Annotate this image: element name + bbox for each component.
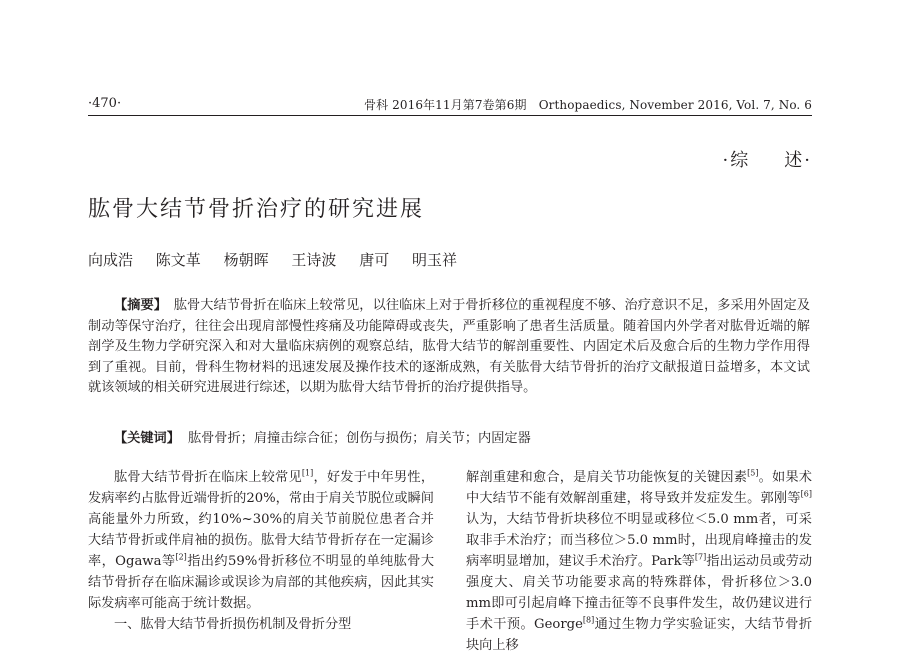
author: 向成浩	[88, 251, 134, 269]
author: 唐可	[359, 251, 390, 269]
body-text: 通过生物力学实验证实，大结节骨折块向上移	[466, 617, 813, 653]
body-text: 认为，大结节骨折块移位不明显或移位＜5.0 mm者，可采取非手术治疗；而当移位＞5.0 mm时，出现肩峰撞击的发病率明显增加，建议手术治疗。Park等	[466, 512, 812, 569]
section-tag-left: ·综	[722, 150, 751, 171]
section-heading: 一、肱骨大结节骨折损伤机制及骨折分型	[114, 617, 352, 632]
body-text: 指出运动员或劳动强度大、肩关节功能要求高的特殊群体，骨折移位＞3.0 mm即可引起肩峰下撞击征等不良事件发生，故仍建议进行手术干预。George	[466, 554, 813, 632]
body-paragraph	[466, 467, 812, 656]
body-text: ，好发于中年男性，发病率约占肱骨近端骨折的20%，常由于肩关节脱位或瞬间高能量外力所致，约10%~30%的肩关节前脱位患者合并大结节骨折或伴肩袖的损伤。肱骨大结节骨折存在一定漏诊率，Ogawa等	[88, 470, 435, 569]
author-list	[88, 249, 475, 270]
section-tag	[723, 146, 812, 172]
author: 明玉祥	[411, 251, 457, 269]
section-tag-right: 述·	[784, 150, 812, 171]
journal-running-header: 骨科 2016年11月第7卷第6期 Orthopaedics, November 2016, Vol. 7, No. 6	[364, 98, 812, 112]
abstract	[88, 296, 810, 399]
abstract-label: 【摘要】	[114, 298, 161, 313]
body-paragraph	[88, 467, 434, 614]
citation: [1]	[301, 468, 314, 478]
citation: [7]	[694, 552, 707, 562]
citation: [5]	[747, 468, 759, 478]
body-text: 指出约59%骨折移位不明显的单纯肱骨大结节骨折存在临床漏诊或误诊为肩部的其他疾病，因此其实际发病率可能高于统计数据。	[88, 554, 435, 611]
body-column-right	[466, 467, 812, 656]
citation: [8]	[582, 615, 595, 625]
header-rule	[88, 115, 812, 116]
author: 杨朝晖	[223, 251, 269, 269]
article-title: 肱骨大结节骨折治疗的研究进展	[88, 197, 425, 222]
citation: [6]	[800, 489, 812, 499]
keywords-text: 肱骨骨折；肩撞击综合征；创伤与损伤；肩关节；内固定器	[187, 431, 531, 446]
abstract-text: 肱骨大结节骨折在临床上较常见，以往临床上对于骨折移位的重视程度不够、治疗意识不足，多采用外固定及制动等保守治疗，往往会出现肩部慢性疼痛及功能障碍或丧失，严重影响了患者生活质量。随着国内外学者对肱骨近端的解剖学及生物力学研究深入和对大量临床病例的观察总结，肱骨大结节的解剖重要性、内固定术后及愈合后的生物力学作用得到了重视。目前，骨科生物材料的迅速发展及操作技术的逐渐成熟，有关肱骨大结节骨折的治疗文献报道日益增多，本文试就该领域的相关研究进展进行综述，以期为肱骨大结节骨折的治疗提供指导。	[88, 298, 811, 396]
body-text: 肱骨大结节骨折在临床上较常见	[114, 470, 302, 485]
keywords-label: 【关键词】	[114, 431, 180, 446]
body-column-left	[88, 467, 434, 635]
body-text: 。如果术中大结节不能有效解剖重建，将导致并发症发生。郭刚等	[466, 470, 812, 506]
keywords	[114, 427, 531, 446]
author: 王诗波	[291, 251, 337, 269]
citation: [2]	[175, 552, 187, 562]
author: 陈文革	[155, 251, 201, 269]
page-number: ·470·	[88, 96, 122, 111]
body-text: 解剖重建和愈合，是肩关节功能恢复的关键因素	[466, 470, 748, 485]
